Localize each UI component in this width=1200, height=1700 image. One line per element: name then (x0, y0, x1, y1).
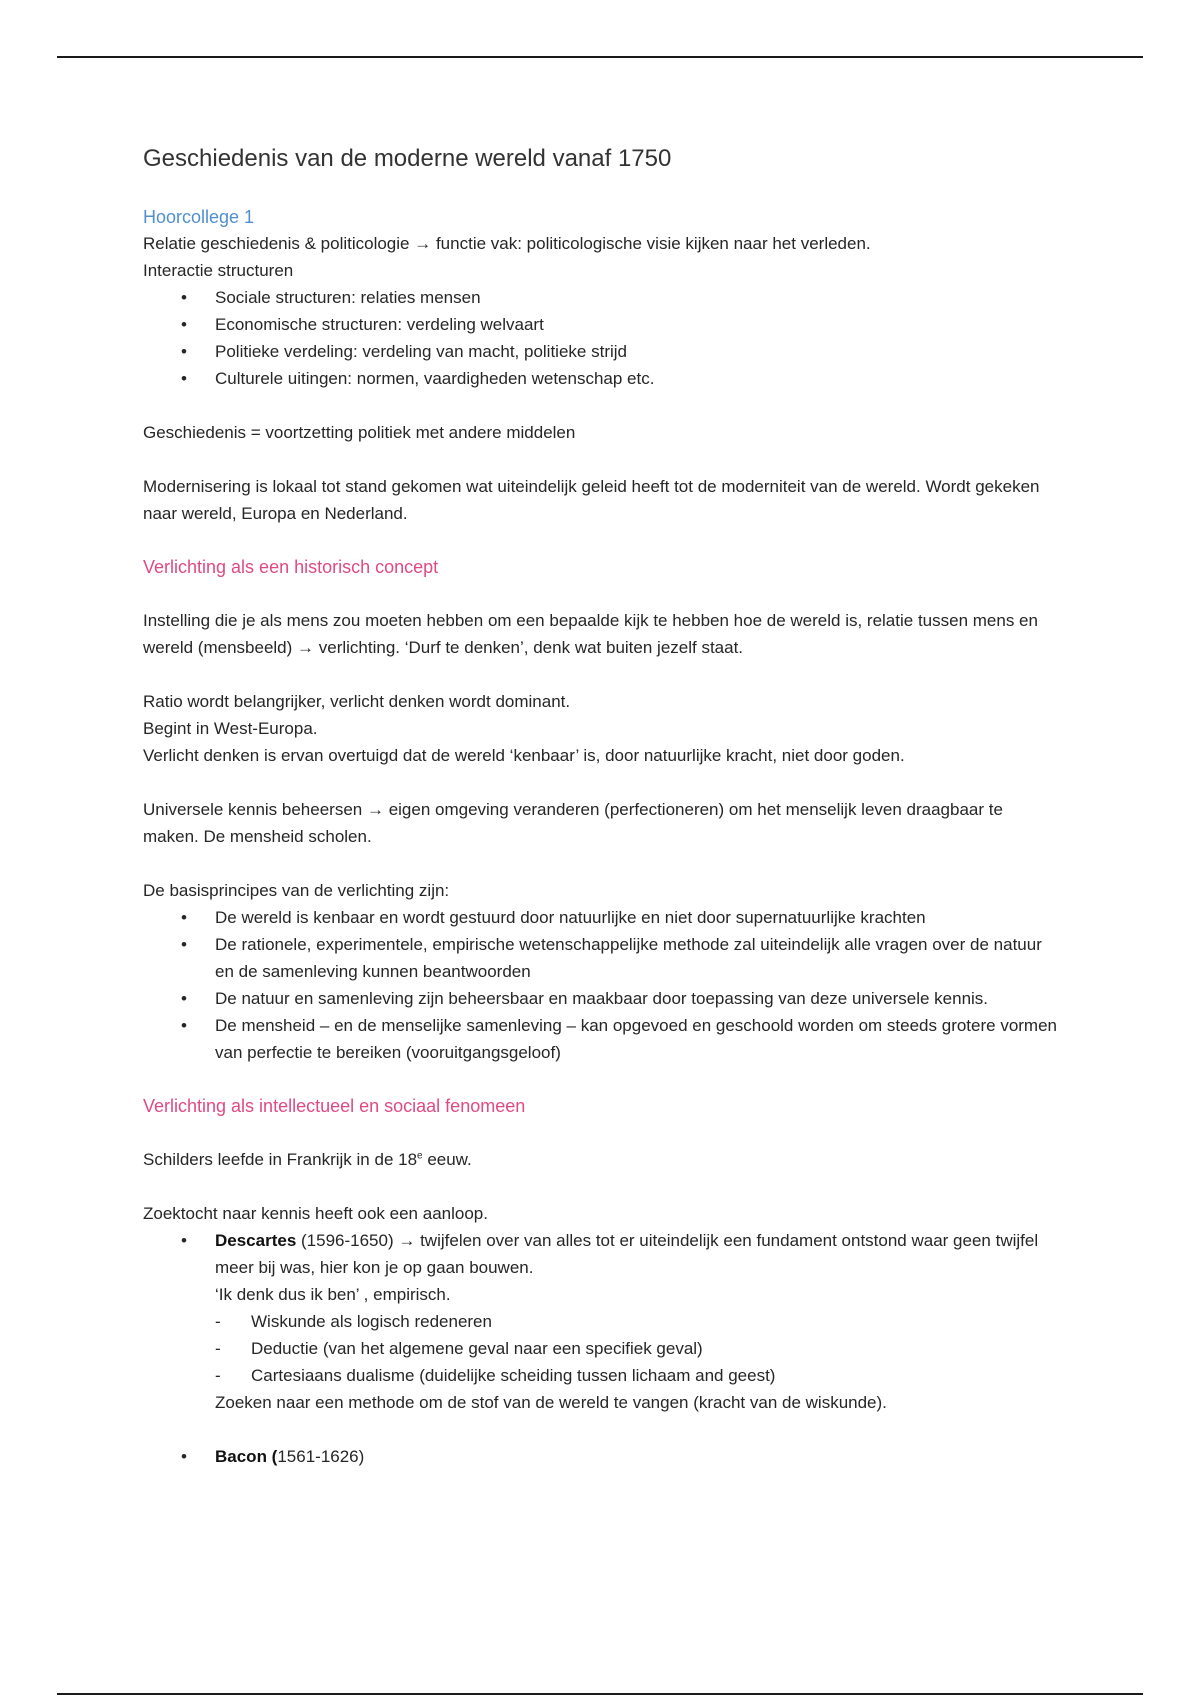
list-item: • Culturele uitingen: normen, vaardigheden wetenschap etc. (143, 365, 1063, 392)
list-item: • De natuur en samenleving zijn beheersbaar en maakbaar door toepassing van deze universele kennis. (143, 985, 1063, 1012)
text: functie vak: politicologische visie kijken naar het verleden. (431, 234, 871, 253)
list-item: • Politieke verdeling: verdeling van macht, politieke strijd (143, 338, 1063, 365)
arrow-right-icon: → (398, 1231, 416, 1250)
descartes-quote: ‘Ik denk dus ik ben’ , empirisch. (215, 1285, 451, 1304)
paragraph-interactie: Interactie structuren (143, 261, 294, 280)
text: Relatie geschiedenis & politicologie (143, 234, 415, 253)
paragraph-verlicht-denken: Verlicht denken is ervan overtuigd dat de wereld ‘kenbaar’ is, door natuurlijke kracht, niet door goden. (143, 746, 905, 765)
text: verlichting. ‘Durf te denken’, denk wat buiten jezelf staat. (314, 638, 744, 657)
list-item-descartes (143, 1227, 1063, 1443)
thinkers-list (143, 1227, 1063, 1470)
heading-hoorcollege-1: Hoorcollege 1 (143, 207, 255, 227)
document-page (143, 142, 1063, 1470)
page-title: Geschiedenis van de moderne wereld vanaf 1750 (143, 145, 672, 172)
text: eigen omgeving veranderen (perfectioneren) om het menselijk leven draagbaar te maken. De mensheid scholen. (143, 800, 1003, 846)
text: Universele kennis beheersen (143, 800, 367, 819)
paragraph-instelling (143, 607, 1063, 661)
bacon-name: Bacon ( (215, 1447, 278, 1466)
header-rule (57, 56, 1143, 58)
paragraph-relatie (143, 230, 1063, 257)
descartes-after: Zoeken naar een methode om de stof van de wereld te vangen (kracht van de wiskunde). (215, 1393, 887, 1412)
superscript: e (417, 1150, 423, 1162)
structures-list (143, 284, 1063, 392)
list-item: • De rationele, experimentele, empirische wetenschappelijke methode zal uiteindelijk alle vragen over de natuur en de samenleving kunnen beantwoorden (143, 931, 1063, 985)
list-item: • Sociale structuren: relaties mensen (143, 284, 1063, 311)
bacon-years: 1561-1626) (277, 1447, 365, 1466)
dash-item: - Cartesiaans dualisme (duidelijke scheiding tussen lichaam and geest) (215, 1362, 1063, 1389)
paragraph-universele-kennis (143, 796, 1063, 850)
text: Schilders leefde in Frankrijk in de 18 (143, 1150, 418, 1169)
arrow-right-icon: → (297, 638, 315, 657)
text: eeuw. (422, 1150, 472, 1169)
paragraph-ratio: Ratio wordt belangrijker, verlicht denken wordt dominant. (143, 692, 571, 711)
footer-rule (57, 1693, 1143, 1695)
list-item-bacon (143, 1443, 1063, 1470)
descartes-years: (1596-1650) (296, 1231, 399, 1250)
heading-verlichting-historisch: Verlichting als een historisch concept (143, 557, 439, 577)
paragraph-zoektocht: Zoektocht naar kennis heeft ook een aanloop. (143, 1204, 488, 1223)
list-item: • Economische structuren: verdeling welvaart (143, 311, 1063, 338)
list-item: • De wereld is kenbaar en wordt gestuurd door natuurlijke en niet door supernatuurlijke krachten (143, 904, 1063, 931)
descartes-name: Descartes (215, 1231, 297, 1250)
list-item: • De mensheid – en de menselijke samenleving – kan opgevoed en geschoold worden om steeds grotere vormen van perfectie te bereiken (vooruitgangsgeloof) (143, 1012, 1063, 1066)
paragraph-begint: Begint in West-Europa. (143, 719, 318, 738)
arrow-right-icon: → (414, 234, 432, 253)
heading-verlichting-intellectueel: Verlichting als intellectueel en sociaal fenomeen (143, 1096, 526, 1116)
paragraph-basisprincipes: De basisprincipes van de verlichting zijn: (143, 881, 450, 900)
arrow-right-icon: → (366, 800, 384, 819)
descartes-dash-list (215, 1308, 1063, 1389)
paragraph-geschiedenis: Geschiedenis = voortzetting politiek met andere middelen (143, 423, 576, 442)
paragraph-modernisering: Modernisering is lokaal tot stand gekomen wat uiteindelijk geleid heeft tot de moderniteit van de wereld. Wordt gekeken naar wereld, Europa en Nederland. (143, 477, 1040, 523)
paragraph-schilders (143, 1146, 1063, 1173)
dash-item: - Wiskunde als logisch redeneren (215, 1308, 1063, 1335)
text: Instelling die je als mens zou moeten hebben om een bepaalde kijk te hebben hoe de wereld is, relatie tussen mens en wereld (mensbeeld) (143, 611, 1038, 657)
principles-list (143, 904, 1063, 1066)
dash-item: - Deductie (van het algemene geval naar een specifiek geval) (215, 1335, 1063, 1362)
descartes-text: twijfelen over van alles tot er uiteindelijk een fundament ontstond waar geen twijfel meer bij was, hier kon je op gaan bouwen. (215, 1231, 1039, 1277)
